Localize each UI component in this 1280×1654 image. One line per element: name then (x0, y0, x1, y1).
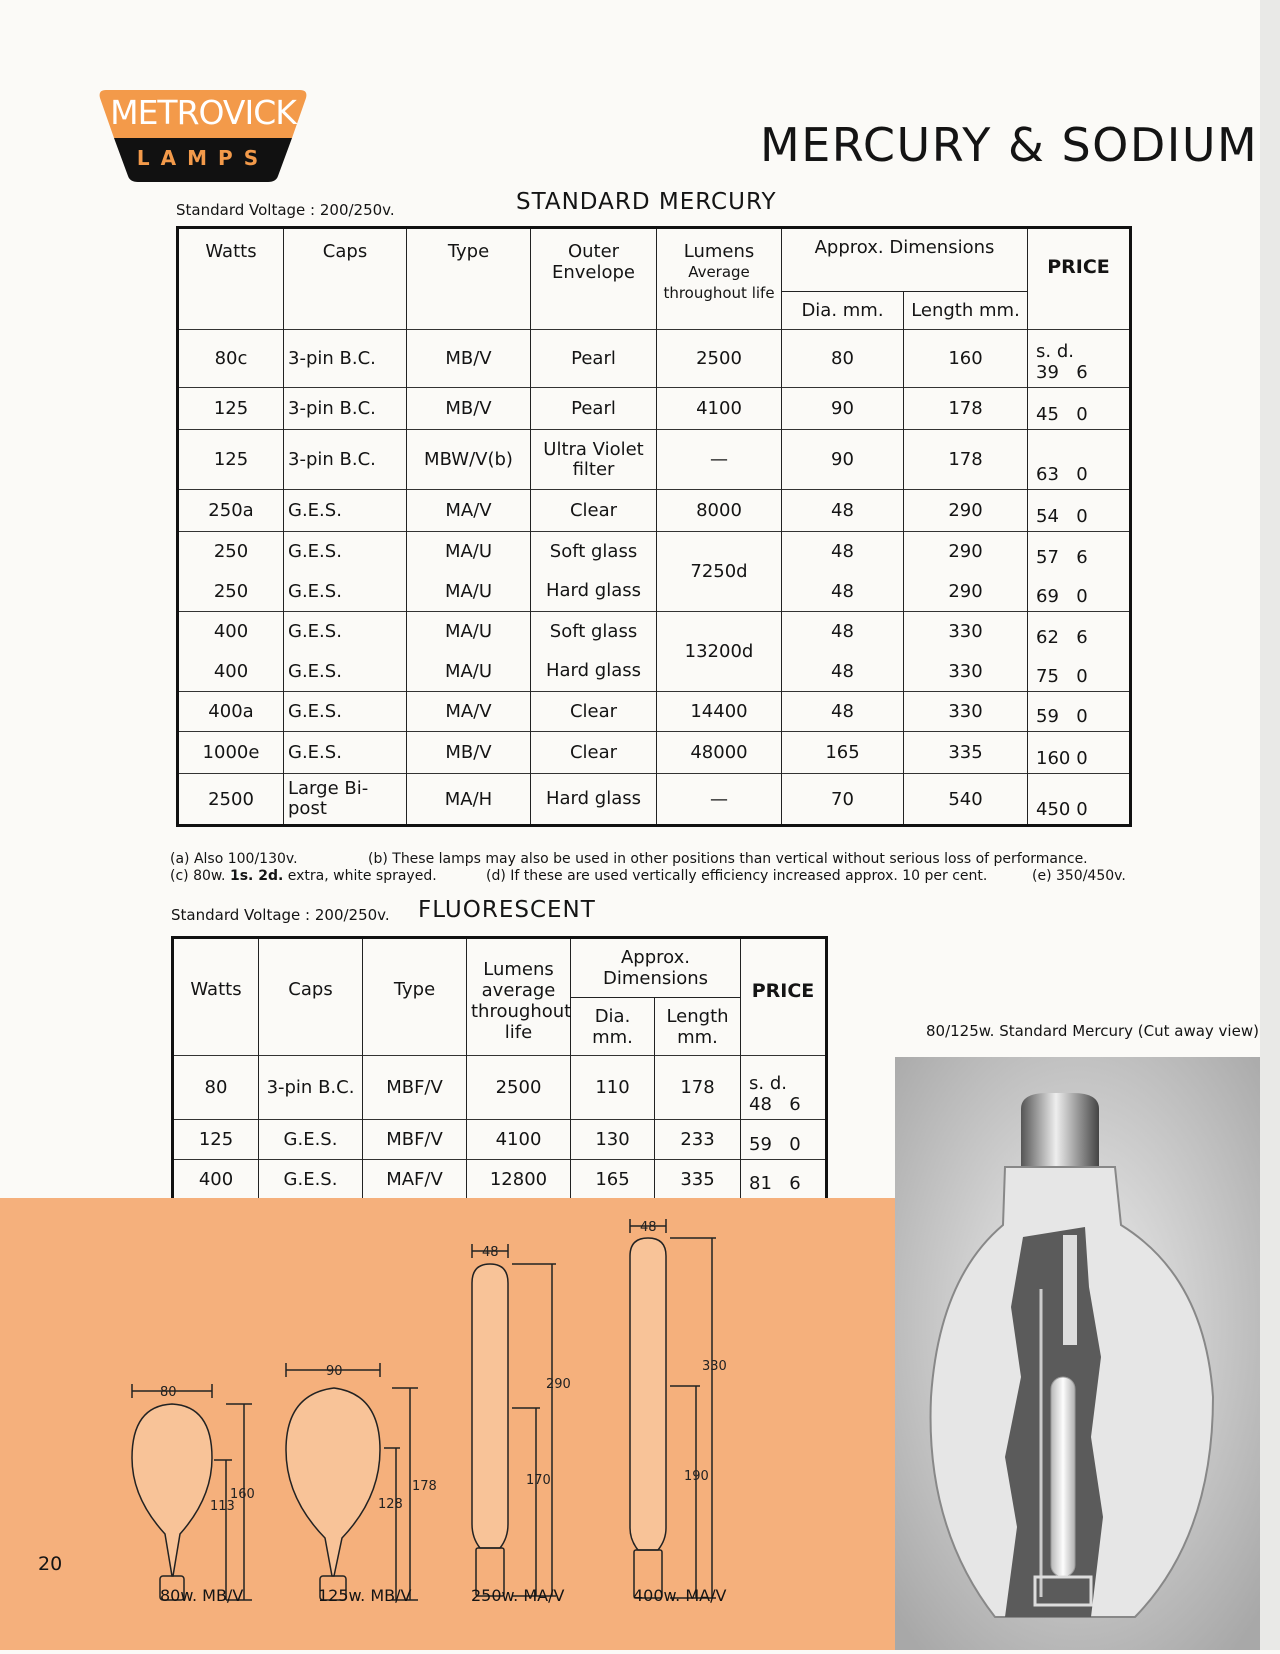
cell-dia: 165 (571, 1160, 655, 1200)
cell-caps: 3-pin B.C. (284, 330, 407, 388)
cell-watts: 250 (178, 532, 284, 572)
cell-type: MA/U (407, 612, 531, 652)
cell-lumens: 8000 (657, 490, 782, 532)
footnote-c (170, 868, 437, 885)
cell-length: 178 (904, 388, 1028, 430)
price-pence: 0 (1076, 464, 1088, 485)
price-pence: 6 (1076, 362, 1088, 383)
diagram-2-label: 125w. MB/V (318, 1586, 412, 1605)
footnote-c-pre: (c) 80w. (170, 868, 230, 884)
price-cell (1028, 652, 1131, 692)
logo-brand-subtitle: LAMPS (136, 146, 270, 170)
cell-length: 540 (904, 774, 1028, 826)
price-cell (1028, 532, 1131, 572)
header-price: PRICE (1028, 228, 1131, 330)
price-shillings: 63 (1036, 464, 1059, 485)
fluorescent-table (171, 936, 828, 1201)
price-pence: 0 (1076, 748, 1088, 769)
cell-watts: 125 (178, 388, 284, 430)
cell-length: 178 (655, 1056, 741, 1120)
price-pence: 0 (1076, 404, 1088, 425)
cell-dia: 80 (782, 330, 904, 388)
diagram-2-inner: 128 (378, 1497, 403, 1512)
cell-caps: G.E.S. (284, 612, 407, 652)
price-pence: 6 (1076, 626, 1088, 648)
table-row (178, 612, 1131, 652)
cell-envelope: Hard glass (531, 774, 657, 826)
cell-length: 330 (904, 652, 1028, 692)
cell-lumens: 4100 (657, 388, 782, 430)
table-row (178, 490, 1131, 532)
cell-dia: 48 (782, 490, 904, 532)
price-pence: 0 (1076, 706, 1088, 727)
cell-caps: G.E.S. (284, 692, 407, 732)
cell-lumens: 48000 (657, 732, 782, 774)
diagram-4-width: 48 (640, 1220, 657, 1235)
price-pence: 6 (1076, 546, 1088, 568)
diagram-2-height: 178 (412, 1479, 437, 1494)
mercury-footnotes (170, 851, 1130, 885)
table-row (173, 1160, 827, 1200)
price-shillings: 45 (1036, 404, 1059, 425)
price-pence: 6 (789, 1173, 801, 1194)
cell-dia: 110 (571, 1056, 655, 1120)
cell-type: MB/V (407, 330, 531, 388)
cell-caps: G.E.S. (284, 732, 407, 774)
cell-caps: 3-pin B.C. (284, 388, 407, 430)
cell-caps: 3-pin B.C. (284, 430, 407, 490)
cell-caps: G.E.S. (284, 652, 407, 692)
cell-watts: 250a (178, 490, 284, 532)
cell-envelope: Soft glass (531, 612, 657, 652)
cell-length: 330 (904, 612, 1028, 652)
table-row (178, 430, 1131, 490)
page-edge (1260, 0, 1280, 1650)
price-cell (1028, 330, 1131, 388)
cell-type: MB/V (407, 732, 531, 774)
cell-envelope: Hard glass (531, 572, 657, 612)
price-shillings: 62 (1036, 626, 1059, 648)
mercury-title: STANDARD MERCURY (516, 189, 777, 215)
mercury-voltage: Standard Voltage : 200/250v. (176, 201, 395, 219)
price-pence: 0 (1076, 586, 1088, 607)
price-shillings: 59 (749, 1134, 772, 1155)
cell-type: MA/H (407, 774, 531, 826)
cell-dia: 70 (782, 774, 904, 826)
footnote-d: (d) If these are used vertically efficiency increased approx. 10 per cent. (486, 868, 988, 884)
cell-lumens: 4100 (467, 1120, 571, 1160)
diagram-1-height: 160 (230, 1487, 255, 1502)
table-row (178, 692, 1131, 732)
price-cell (1028, 612, 1131, 652)
mercury-table (176, 226, 1132, 827)
price-pence: 0 (1076, 666, 1088, 687)
header-outer-envelope (531, 228, 657, 330)
price-shillings: 39 (1036, 362, 1059, 383)
cell-lumens: — (657, 774, 782, 826)
table-row (178, 330, 1131, 388)
cell-dia: 48 (782, 652, 904, 692)
page-number: 20 (38, 1553, 63, 1575)
header-lumens-title: Lumens (683, 241, 755, 262)
cell-length: 335 (904, 732, 1028, 774)
cell-type: MBF/V (363, 1120, 467, 1160)
header-type: Type (407, 228, 531, 330)
cell-caps: Large Bi-post (284, 774, 407, 826)
header-watts: Watts (178, 228, 284, 330)
price-cell (741, 1120, 827, 1160)
cell-watts: 80c (178, 330, 284, 388)
fl-header-watts: Watts (173, 938, 259, 1056)
photo-caption: 80/125w. Standard Mercury (Cut away view) (926, 1022, 1259, 1040)
footnote-e: (e) 350/450v. (1032, 868, 1126, 884)
cell-envelope: Pearl (531, 330, 657, 388)
fl-header-lumens: Lumens average throughout life (467, 938, 571, 1056)
cell-type: MAF/V (363, 1160, 467, 1200)
cell-length: 330 (904, 692, 1028, 732)
table-row (178, 572, 1131, 612)
cell-type: MA/V (407, 490, 531, 532)
diagram-1-label: 80w. MB/V (160, 1586, 244, 1605)
table-row (178, 388, 1131, 430)
price-shillings: 57 (1036, 546, 1059, 568)
cutaway-lamp-photo (895, 1057, 1260, 1650)
cell-length: 335 (655, 1160, 741, 1200)
price-cell (1028, 430, 1131, 490)
diagram-3-inner: 170 (526, 1473, 551, 1488)
cell-dia: 48 (782, 572, 904, 612)
table-row (178, 652, 1131, 692)
diagram-3-label: 250w. MA/V (471, 1586, 565, 1605)
footnote-c-post: extra, white sprayed. (283, 868, 437, 884)
header-caps: Caps (284, 228, 407, 330)
cell-type: MA/U (407, 572, 531, 612)
cell-type: MA/V (407, 692, 531, 732)
footnote-b: (b) These lamps may also be used in other positions than vertical without serious loss of performance. (368, 851, 1088, 867)
cell-lumens: 7250d (657, 532, 782, 612)
price-pence: 0 (789, 1134, 801, 1155)
cell-watts: 80 (173, 1056, 259, 1120)
price-units: s. d. (1036, 341, 1074, 362)
cell-caps: G.E.S. (284, 572, 407, 612)
cell-length: 290 (904, 490, 1028, 532)
cell-envelope: Clear (531, 490, 657, 532)
diagram-4-label: 400w. MA/V (633, 1586, 727, 1605)
fl-header-dia: Dia. mm. (571, 998, 655, 1056)
cell-length: 160 (904, 330, 1028, 388)
cell-dia: 48 (782, 612, 904, 652)
cell-dia: 48 (782, 692, 904, 732)
price-pence: 6 (789, 1094, 801, 1115)
header-dimensions: Approx. Dimensions (782, 228, 1028, 292)
cell-type: MBF/V (363, 1056, 467, 1120)
price-cell (1028, 692, 1131, 732)
lamp-diagrams-panel (0, 1198, 895, 1650)
price-shillings: 160 (1036, 748, 1071, 769)
header-length: Length mm. (904, 292, 1028, 330)
logo-brand-name: METROVICK (110, 93, 296, 132)
diagram-3-height: 290 (546, 1377, 571, 1392)
diagram-1-width: 80 (160, 1385, 177, 1400)
cell-envelope: Clear (531, 732, 657, 774)
cell-caps: 3-pin B.C. (259, 1056, 363, 1120)
cell-length: 290 (904, 572, 1028, 612)
price-cell (1028, 732, 1131, 774)
fluorescent-title: FLUORESCENT (418, 897, 596, 923)
diagram-4-inner: 190 (684, 1469, 709, 1484)
price-shillings: 75 (1036, 666, 1059, 687)
cell-caps: G.E.S. (284, 490, 407, 532)
cell-lumens: 14400 (657, 692, 782, 732)
table-row (178, 532, 1131, 572)
fl-header-length: Length mm. (655, 998, 741, 1056)
cell-type: MA/U (407, 652, 531, 692)
header-dia: Dia. mm. (782, 292, 904, 330)
fl-header-type: Type (363, 938, 467, 1056)
cell-watts: 125 (178, 430, 284, 490)
cell-length: 178 (904, 430, 1028, 490)
cell-caps: G.E.S. (259, 1120, 363, 1160)
cell-envelope: Clear (531, 692, 657, 732)
table-row (178, 732, 1131, 774)
lamp-diagrams (0, 1198, 895, 1650)
footnote-a: (a) Also 100/130v. (170, 851, 298, 867)
cell-envelope: Ultra Violet filter (531, 430, 657, 490)
price-shillings: 59 (1036, 706, 1059, 727)
cell-watts: 2500 (178, 774, 284, 826)
table-row (173, 1056, 827, 1120)
fl-header-dimensions: Approx. Dimensions (571, 938, 741, 998)
cell-caps: G.E.S. (284, 532, 407, 572)
cell-type: MBW/V(b) (407, 430, 531, 490)
cell-lumens: — (657, 430, 782, 490)
cell-watts: 400a (178, 692, 284, 732)
cell-length: 290 (904, 532, 1028, 572)
price-shillings: 54 (1036, 506, 1059, 527)
cell-watts: 125 (173, 1120, 259, 1160)
cell-lumens: 2500 (657, 330, 782, 388)
footnote-c-bold: 1s. 2d. (229, 868, 284, 884)
page-title: MERCURY & SODIUM (760, 118, 1259, 172)
cell-envelope: Soft glass (531, 532, 657, 572)
price-shillings: 81 (749, 1173, 772, 1194)
cell-caps: G.E.S. (259, 1160, 363, 1200)
metrovick-logo (92, 86, 314, 184)
header-lumens (657, 228, 782, 330)
cell-dia: 48 (782, 532, 904, 572)
diagram-4-height: 330 (702, 1359, 727, 1374)
price-cell (1028, 572, 1131, 612)
diagram-1-inner: 113 (210, 1499, 235, 1514)
cell-watts: 400 (178, 652, 284, 692)
fluorescent-voltage: Standard Voltage : 200/250v. (171, 906, 390, 924)
price-cell (1028, 388, 1131, 430)
cell-watts: 250 (178, 572, 284, 612)
price-cell (1028, 774, 1131, 826)
header-outer-envelope-text: Outer Envelope (551, 241, 636, 283)
cell-envelope: Hard glass (531, 652, 657, 692)
cell-dia: 90 (782, 430, 904, 490)
price-pence: 0 (1076, 506, 1088, 527)
cell-dia: 130 (571, 1120, 655, 1160)
price-shillings: 69 (1036, 586, 1059, 607)
cell-envelope: Pearl (531, 388, 657, 430)
price-units: s. d. (749, 1073, 787, 1094)
fl-header-price: PRICE (741, 938, 827, 1056)
diagram-3-width: 48 (482, 1245, 499, 1260)
cell-dia: 165 (782, 732, 904, 774)
price-cell (1028, 490, 1131, 532)
cell-lumens: 2500 (467, 1056, 571, 1120)
header-lumens-sub: Average throughout life (663, 263, 775, 302)
cell-type: MA/U (407, 532, 531, 572)
cell-watts: 400 (178, 612, 284, 652)
table-row (173, 1120, 827, 1160)
cell-dia: 90 (782, 388, 904, 430)
cell-length: 233 (655, 1120, 741, 1160)
cell-lumens: 12800 (467, 1160, 571, 1200)
cell-watts: 400 (173, 1160, 259, 1200)
price-cell (741, 1160, 827, 1200)
diagram-2-width: 90 (326, 1364, 343, 1379)
cell-watts: 1000e (178, 732, 284, 774)
price-cell (741, 1056, 827, 1120)
table-row (178, 774, 1131, 826)
cell-type: MB/V (407, 388, 531, 430)
fl-header-caps: Caps (259, 938, 363, 1056)
cell-lumens: 13200d (657, 612, 782, 692)
price-shillings: 450 (1036, 799, 1071, 820)
price-pence: 0 (1076, 799, 1088, 820)
price-shillings: 48 (749, 1094, 772, 1115)
